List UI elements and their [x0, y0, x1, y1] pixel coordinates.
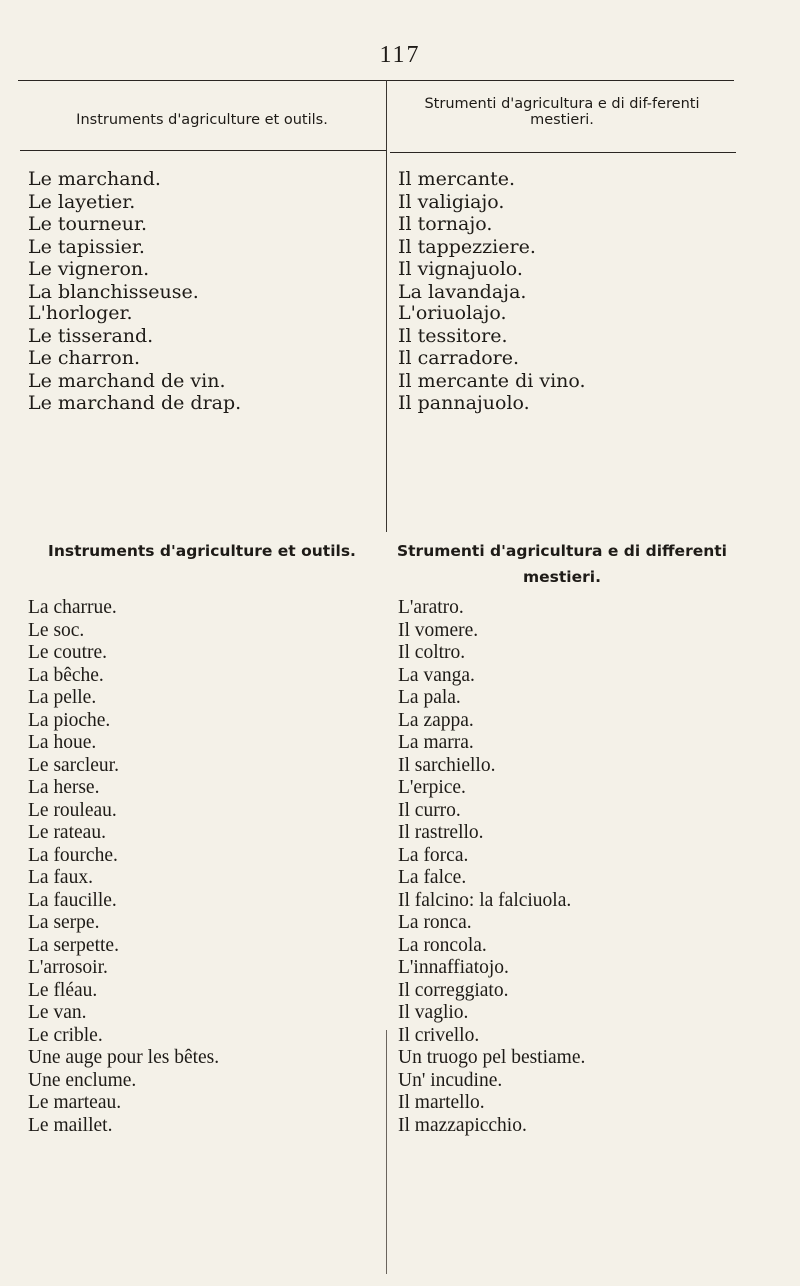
list-item: Le maillet. — [28, 1114, 113, 1136]
list-item: La houe. — [28, 732, 97, 753]
list-item: L'arrosoir. — [28, 957, 108, 978]
table2-header-italian: Strumenti d'agricultura e di differenti mestieri. — [396, 542, 727, 586]
top-rule — [18, 80, 734, 81]
list-item: Il falcino: la falciuola. — [398, 889, 572, 911]
list-item: Le marchand de drap. — [28, 392, 242, 414]
column-divider — [386, 80, 387, 532]
list-item: Il sarchiello. — [398, 754, 496, 776]
list-item: La serpe. — [28, 912, 100, 933]
list-item: Il curro. — [398, 799, 461, 821]
list-item: Le tisserand. — [28, 324, 154, 347]
list-item: Il coltro. — [398, 642, 466, 663]
table2-header-french: Instruments d'agriculture et outils. — [48, 542, 356, 560]
list-item: Il correggiato. — [398, 979, 509, 1001]
list-item: Il martello. — [398, 1092, 485, 1113]
list-item: Il mazzapicchio. — [398, 1114, 527, 1136]
list-item: Le crible. — [28, 1024, 103, 1046]
list-item: La serpette. — [28, 934, 119, 956]
list-item: La faucille. — [28, 889, 117, 911]
list-item: Il mercante. — [398, 168, 516, 190]
list-item: La bêche. — [28, 664, 104, 686]
list-item: Le vigneron. — [28, 258, 150, 280]
list-item: Le tourneur. — [28, 213, 148, 235]
table2-italian-list — [398, 597, 585, 1137]
list-item: L'oriuolajo. — [398, 302, 507, 324]
list-item: Il tessitore. — [398, 324, 508, 347]
table1-group2-italian-list — [398, 302, 586, 415]
list-item: La ronca. — [398, 912, 472, 933]
list-item: Le tapissier. — [28, 235, 145, 258]
table1-group1-french-list — [28, 168, 199, 303]
list-item: Il crivello. — [398, 1024, 480, 1046]
list-item: Une auge pour les bêtes. — [28, 1047, 220, 1068]
list-item: La zappa. — [398, 709, 474, 731]
list-item: L'erpice. — [398, 777, 466, 798]
list-item: Un truogo pel bestiame. — [398, 1047, 586, 1068]
list-item: Le layetier. — [28, 190, 136, 213]
list-item: La roncola. — [398, 934, 487, 956]
list-item: Il valigiajo. — [398, 190, 505, 213]
list-item: La pelle. — [28, 687, 97, 708]
header-rule-left — [20, 150, 386, 151]
header-rule-right — [390, 152, 736, 153]
list-item: La marra. — [398, 732, 474, 753]
list-item: Il mercante di vino. — [398, 369, 586, 392]
list-item: Il pannajuolo. — [398, 392, 530, 414]
list-item: La lavandaja. — [398, 280, 527, 303]
page-number: 117 — [379, 42, 421, 68]
column-divider-lower — [386, 1030, 387, 1274]
list-item: Il carradore. — [398, 347, 520, 369]
table1-header-french: Instruments d'agriculture et outils. — [76, 112, 328, 128]
list-item: L'horloger. — [28, 302, 133, 324]
list-item: Une enclume. — [28, 1069, 137, 1091]
list-item: Il rastrello. — [398, 822, 484, 843]
list-item: Le fléau. — [28, 979, 98, 1001]
table1-group1-italian-list — [398, 168, 536, 303]
list-item: La pioche. — [28, 709, 111, 731]
list-item: Le soc. — [28, 619, 85, 641]
list-item: Le marchand de vin. — [28, 369, 226, 392]
list-item: Le marteau. — [28, 1092, 122, 1113]
list-item: Le coutre. — [28, 642, 108, 663]
list-item: Le rouleau. — [28, 799, 117, 821]
list-item: La faux. — [28, 867, 93, 888]
list-item: La blanchisseuse. — [28, 280, 199, 303]
list-item: La forca. — [398, 844, 469, 866]
list-item: Le rateau. — [28, 822, 106, 843]
list-item: Un' incudine. — [398, 1069, 503, 1091]
table2-french-list — [28, 597, 219, 1137]
list-item: Le sarcleur. — [28, 754, 119, 776]
list-item: L'aratro. — [398, 597, 464, 618]
list-item: La herse. — [28, 777, 100, 798]
list-item: Le charron. — [28, 347, 140, 369]
table1-header-italian: Strumenti d'agricultura e di dif-ferenti mestieri. — [424, 96, 700, 128]
list-item: Il tappezziere. — [398, 235, 536, 258]
list-item: La charrue. — [28, 597, 117, 618]
list-item: La vanga. — [398, 664, 475, 686]
list-item: Le marchand. — [28, 168, 161, 190]
table1-group2-french-list — [28, 302, 241, 415]
list-item: Il vaglio. — [398, 1002, 469, 1023]
list-item: L'innaffiatojo. — [398, 957, 509, 978]
list-item: Le van. — [28, 1002, 87, 1023]
list-item: La fourche. — [28, 844, 118, 866]
list-item: Il vomere. — [398, 619, 479, 641]
list-item: Il vignajuolo. — [398, 258, 523, 280]
list-item: La falce. — [398, 867, 467, 888]
list-item: Il tornajo. — [398, 213, 493, 235]
list-item: La pala. — [398, 687, 461, 708]
